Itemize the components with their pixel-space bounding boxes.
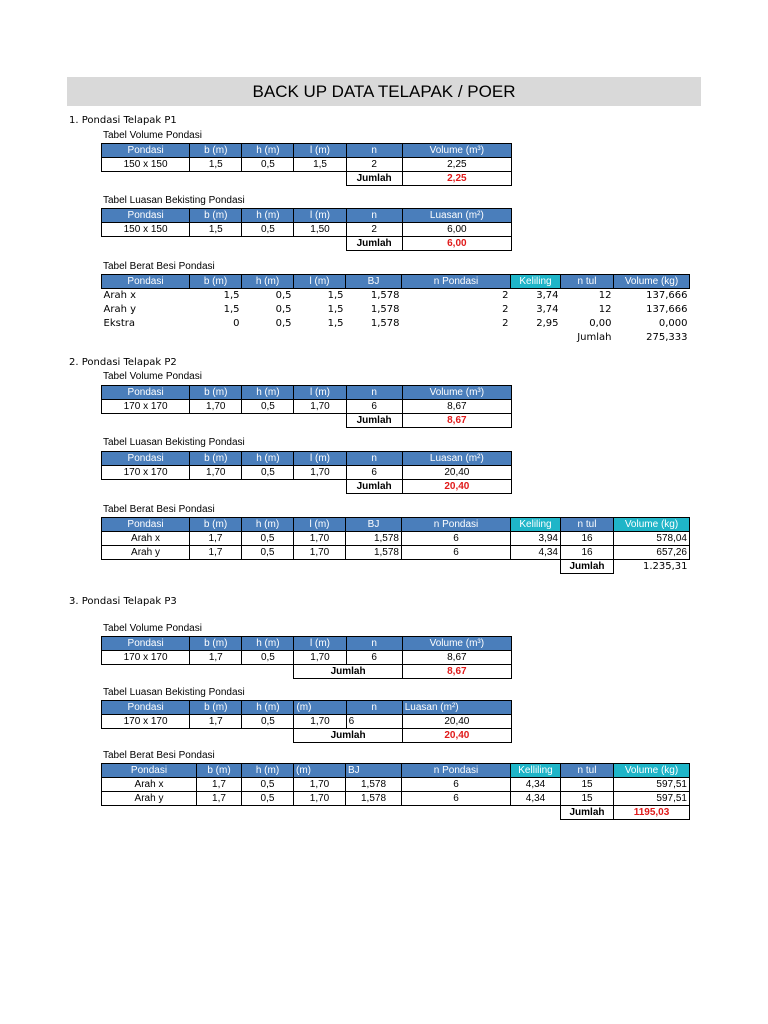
table-cell: 1,578 [370,304,400,315]
col-header: Luasan (m²) [402,701,511,715]
table-cell: 2 [502,304,509,315]
col-header: Luasan (m²) [402,452,511,466]
table-row [102,715,512,729]
besi-table [101,274,690,345]
col-header: h (m) [242,637,294,651]
volume-table [101,636,512,679]
table-cell: 170 x 170 [102,466,190,480]
table-caption: Tabel Luasan Bekisting Pondasi [103,195,245,206]
table-cell: 0,5 [242,651,294,665]
table-cell: 2 [346,223,402,237]
col-header: Pondasi [102,386,190,400]
table-cell: 1,70 [294,778,346,792]
table-header-row [102,209,512,223]
table-cell: 1,7 [190,651,242,665]
section-heading: 1. Pondasi Telapak P1 [69,115,177,126]
table-cell: 0,5 [242,532,294,546]
table-cell: 6 [346,466,402,480]
table-cell: Arah y [102,792,197,806]
table-cell: 2 [502,318,509,329]
col-header: Pondasi [102,144,190,158]
table-cell: 0,5 [275,290,292,301]
col-header: Volume (m³) [402,144,511,158]
table-cell: Arah y [102,546,190,560]
table-cell: 15 [561,778,614,792]
table-cell: 1,578 [346,532,402,546]
col-header: n Pondasi [402,518,511,532]
table-cell: 0,5 [242,546,294,560]
table-cell: 1,5 [223,290,240,301]
col-header: b (m) [190,637,242,651]
table-cell: 1,578 [346,778,402,792]
col-header: Pondasi [102,275,190,289]
table-row [102,317,690,331]
col-header: l (m) [294,518,346,532]
table-cell: 0,5 [242,466,294,480]
col-header: BJ [346,764,402,778]
total-row [102,729,512,743]
col-header: l (m) [294,452,346,466]
table-header-row [102,701,512,715]
table-cell: 0,5 [242,778,294,792]
table-cell: Arah x [102,532,190,546]
col-header: h (m) [242,701,294,715]
col-header: h (m) [242,144,294,158]
col-header: b (m) [190,701,242,715]
table-row [102,400,512,414]
table-cell: 1,7 [197,778,242,792]
table-cell: 137,666 [646,290,688,301]
col-header: n Pondasi [402,764,511,778]
table-row [102,158,512,172]
table-cell: 1,578 [370,318,400,329]
total-row [102,331,690,345]
col-header: Pondasi [102,701,190,715]
total-value: 20,40 [402,480,511,494]
table-cell: 12 [598,304,612,315]
table-cell: 1,7 [190,546,242,560]
col-header: l (m) [294,209,346,223]
col-header: h (m) [242,518,294,532]
table-cell: 1,70 [294,546,346,560]
col-header: n [346,144,402,158]
total-value: 2,25 [402,172,511,186]
table-cell: 6 [402,546,511,560]
table-cell: 4,34 [511,792,561,806]
total-label: Jumlah [561,560,614,574]
col-header: b (m) [197,764,242,778]
table-cell: 1,5 [223,304,240,315]
total-value: 8,67 [402,665,511,679]
table-caption: Tabel Volume Pondasi [103,130,202,141]
total-label: Jumlah [346,172,402,186]
table-cell: 1,5 [327,290,344,301]
total-label: Jumlah [346,480,402,494]
table-cell: 1,50 [294,223,346,237]
table-cell: 16 [561,546,614,560]
col-header: b (m) [190,452,242,466]
total-label: Jumlah [577,332,612,343]
luasan-table [101,700,512,743]
table-cell: 1,70 [294,792,346,806]
total-value: 1.235,31 [642,561,688,573]
col-header: Pondasi [102,452,190,466]
table-caption: Tabel Volume Pondasi [103,623,202,634]
table-cell: 1,70 [294,651,346,665]
total-row [102,560,690,574]
total-value: 6,00 [402,237,511,251]
col-header: b (m) [190,386,242,400]
col-header: h (m) [242,209,294,223]
table-cell: 6 [402,778,511,792]
table-caption: Tabel Luasan Bekisting Pondasi [103,687,245,698]
table-cell: 3,94 [511,532,561,546]
total-label: Jumlah [294,665,402,679]
total-row [102,665,512,679]
besi-table [101,517,690,574]
table-cell: 657,26 [614,546,690,560]
table-cell: 0,5 [275,304,292,315]
table-cell: 137,666 [646,304,688,315]
page-title: BACK UP DATA TELAPAK / POER [67,77,701,106]
table-cell: 170 x 170 [102,400,190,414]
col-header: Volume (kg) [614,275,690,289]
col-header: Volume (m³) [402,637,511,651]
table-cell: 1,5 [294,158,346,172]
table-cell: 16 [561,532,614,546]
col-header: (m) [294,764,346,778]
table-cell: 597,51 [614,778,690,792]
table-cell: 20,40 [402,715,511,729]
table-cell: 170 x 170 [102,651,190,665]
table-cell: 6 [346,651,402,665]
col-header: h (m) [242,386,294,400]
table-cell: 170 x 170 [102,715,190,729]
table-caption: Tabel Volume Pondasi [103,371,202,382]
table-cell: 1,5 [190,158,242,172]
table-header-row [102,452,512,466]
col-header: n [346,386,402,400]
col-header: b (m) [190,144,242,158]
total-row [102,414,512,428]
col-header: n [346,452,402,466]
table-cell: 1,7 [190,532,242,546]
total-label: Jumlah [561,806,614,820]
total-label: Jumlah [346,414,402,428]
table-cell: 4,34 [511,546,561,560]
table-cell: 1,5 [190,223,242,237]
table-cell: Ekstra [103,318,135,329]
table-cell: 1,70 [294,400,346,414]
col-header: l (m) [294,386,346,400]
table-cell: 2 [346,158,402,172]
table-cell: 1,7 [197,792,242,806]
table-row [102,651,512,665]
col-header: Kelliling [511,764,561,778]
table-row [102,532,690,546]
table-row [102,289,690,304]
col-header: BJ [346,275,402,289]
section-heading: 3. Pondasi Telapak P3 [69,596,177,607]
table-row [102,792,690,806]
luasan-table [101,451,512,494]
table-row [102,778,690,792]
col-header: l (m) [294,637,346,651]
table-row [102,223,512,237]
table-cell: 1,578 [346,546,402,560]
col-header: h (m) [242,452,294,466]
table-cell: 1,70 [294,532,346,546]
table-cell: 2,25 [402,158,511,172]
total-row [102,172,512,186]
col-header: l (m) [294,144,346,158]
table-row [102,466,512,480]
table-cell: 6,00 [402,223,511,237]
volume-table [101,143,512,186]
col-header: n [346,209,402,223]
col-header: n Pondasi [402,275,511,289]
table-header-row [102,764,690,778]
total-label: Jumlah [346,237,402,251]
table-header-row [102,144,512,158]
col-header: Pondasi [102,209,190,223]
table-cell: 3,74 [536,290,559,301]
col-header: Pondasi [102,518,190,532]
table-cell: 8,67 [402,400,511,414]
col-header: Keliling [511,518,561,532]
col-header: BJ [346,518,402,532]
table-cell: 20,40 [402,466,511,480]
col-header: b (m) [190,518,242,532]
col-header: n [346,701,402,715]
table-cell: 4,34 [511,778,561,792]
total-value: 20,40 [402,729,511,743]
table-cell: 6 [346,715,402,729]
table-cell: 1,70 [190,400,242,414]
table-cell: Arah x [102,778,197,792]
luasan-table [101,208,512,251]
table-cell: 8,67 [402,651,511,665]
table-header-row [102,637,512,651]
table-cell: 0,5 [242,400,294,414]
col-header: Luasan (m²) [402,209,511,223]
total-row [102,237,512,251]
table-cell: 597,51 [614,792,690,806]
table-cell: 1,578 [370,290,400,301]
table-cell: 6 [402,792,511,806]
table-row [102,303,690,317]
col-header: h (m) [242,275,294,289]
total-row [102,806,690,820]
total-value: 8,67 [402,414,511,428]
col-header: b (m) [190,275,242,289]
col-header: n [346,637,402,651]
table-cell: 0,000 [658,318,688,329]
col-header: Pondasi [102,764,197,778]
table-cell: 1,70 [294,466,346,480]
col-header: n tul [561,764,614,778]
total-row [102,480,512,494]
col-header: h (m) [242,764,294,778]
total-value: 1195,03 [614,806,690,820]
table-header-row [102,386,512,400]
table-header-row [102,275,690,289]
table-caption: Tabel Berat Besi Pondasi [103,261,215,272]
table-cell: 1,70 [294,715,346,729]
table-cell: 0,5 [275,318,292,329]
col-header: Volume (m³) [402,386,511,400]
col-header: Pondasi [102,637,190,651]
col-header: n tul [561,518,614,532]
table-cell: 1,578 [346,792,402,806]
table-cell: 0,5 [242,792,294,806]
col-header: Volume (kg) [614,518,690,532]
table-cell: 578,04 [614,532,690,546]
table-caption: Tabel Berat Besi Pondasi [103,750,215,761]
table-cell: 150 x 150 [102,158,190,172]
col-header: n tul [561,275,614,289]
col-header: b (m) [190,209,242,223]
table-cell: 1,70 [190,466,242,480]
table-cell: 0,5 [242,715,294,729]
table-cell: 6 [402,532,511,546]
col-header: (m) [294,701,346,715]
total-label: Jumlah [294,729,402,743]
table-cell: 1,5 [327,304,344,315]
table-caption: Tabel Luasan Bekisting Pondasi [103,437,245,448]
table-row [102,546,690,560]
table-cell: 0 [233,318,240,329]
table-cell: 1,7 [190,715,242,729]
table-cell: 0,5 [242,223,294,237]
col-header: Volume (kg) [614,764,690,778]
table-caption: Tabel Berat Besi Pondasi [103,504,215,515]
table-cell: 3,74 [536,304,559,315]
table-cell: 150 x 150 [102,223,190,237]
table-cell: 0,5 [242,158,294,172]
table-cell: Arah y [103,304,137,315]
table-cell: 2,95 [536,318,559,329]
table-cell: Arah x [103,290,137,301]
table-cell: 15 [561,792,614,806]
col-header: Keliling [511,275,561,289]
total-value: 275,333 [646,332,688,343]
section-heading: 2. Pondasi Telapak P2 [69,357,177,368]
table-cell: 0,00 [589,318,612,329]
table-cell: 6 [346,400,402,414]
table-header-row [102,518,690,532]
table-cell: 2 [502,290,509,301]
volume-table [101,385,512,428]
table-cell: 12 [598,290,612,301]
col-header: l (m) [294,275,346,289]
table-cell: 1,5 [327,318,344,329]
besi-table [101,763,690,820]
